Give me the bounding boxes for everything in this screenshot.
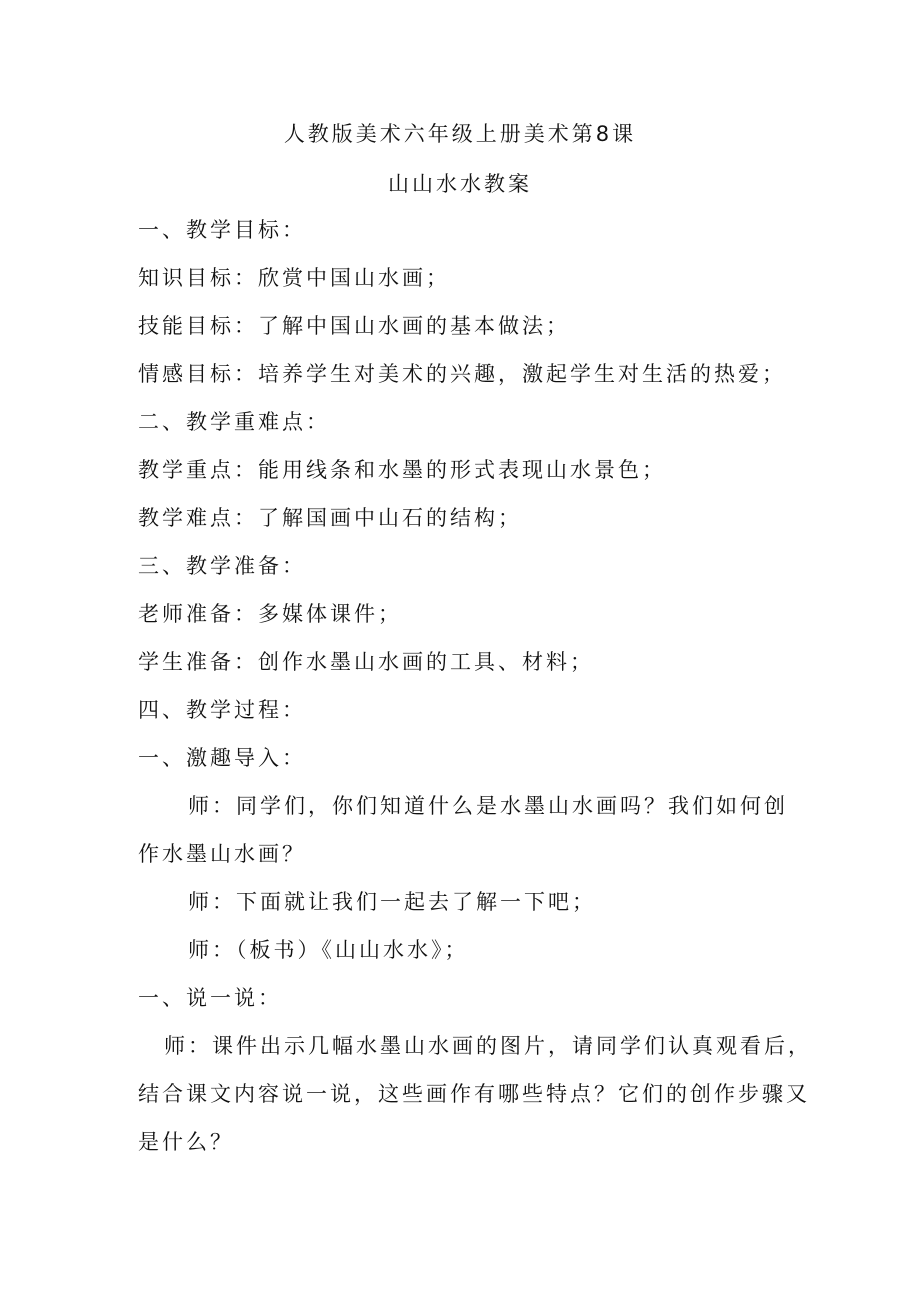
document-subtitle: 山山水水教案: [388, 172, 532, 196]
paragraph-key-point: 教学重点：能用线条和水墨的形式表现山水景色；: [138, 458, 666, 482]
paragraph-teacher-prep: 老师准备：多媒体课件；: [138, 602, 402, 626]
paragraph-difficulty: 教学难点：了解国画中山石的结构；: [138, 506, 522, 530]
subheading-introduction: 一、激趣导入：: [138, 746, 306, 770]
section-heading-objectives: 一、教学目标：: [138, 218, 306, 242]
paragraph-teacher-lead: 师：下面就让我们一起去了解一下吧；: [188, 890, 596, 914]
paragraph-emotion-goal: 情感目标：培养学生对美术的兴趣，激起学生对生活的热爱；: [138, 362, 786, 386]
document-title: 人教版美术六年级上册美术第8课: [283, 122, 637, 146]
section-heading-process: 四、教学过程：: [138, 698, 306, 722]
paragraph-discussion: 师：课件出示几幅水墨山水画的图片，请同学们认真观看后，: [164, 1034, 812, 1058]
paragraph-discussion-cont: 结合课文内容说一说，这些画作有哪些特点？它们的创作步骤又: [138, 1082, 810, 1106]
paragraph-teacher-board: 师：（板书）《山山水水》；: [188, 938, 469, 962]
section-heading-key-points: 二、教学重难点：: [138, 410, 330, 434]
paragraph-teacher-question-cont: 作水墨山水画？: [138, 842, 306, 866]
paragraph-knowledge-goal: 知识目标：欣赏中国山水画；: [138, 266, 450, 290]
subheading-discussion: 一、说一说：: [138, 986, 282, 1010]
paragraph-discussion-end: 是什么？: [138, 1130, 234, 1154]
paragraph-teacher-question: 师：同学们，你们知道什么是水墨山水画吗？我们如何创: [188, 794, 788, 818]
section-heading-preparation: 三、教学准备：: [138, 554, 306, 578]
paragraph-student-prep: 学生准备：创作水墨山水画的工具、材料；: [138, 650, 594, 674]
paragraph-skill-goal: 技能目标：了解中国山水画的基本做法；: [138, 314, 570, 338]
